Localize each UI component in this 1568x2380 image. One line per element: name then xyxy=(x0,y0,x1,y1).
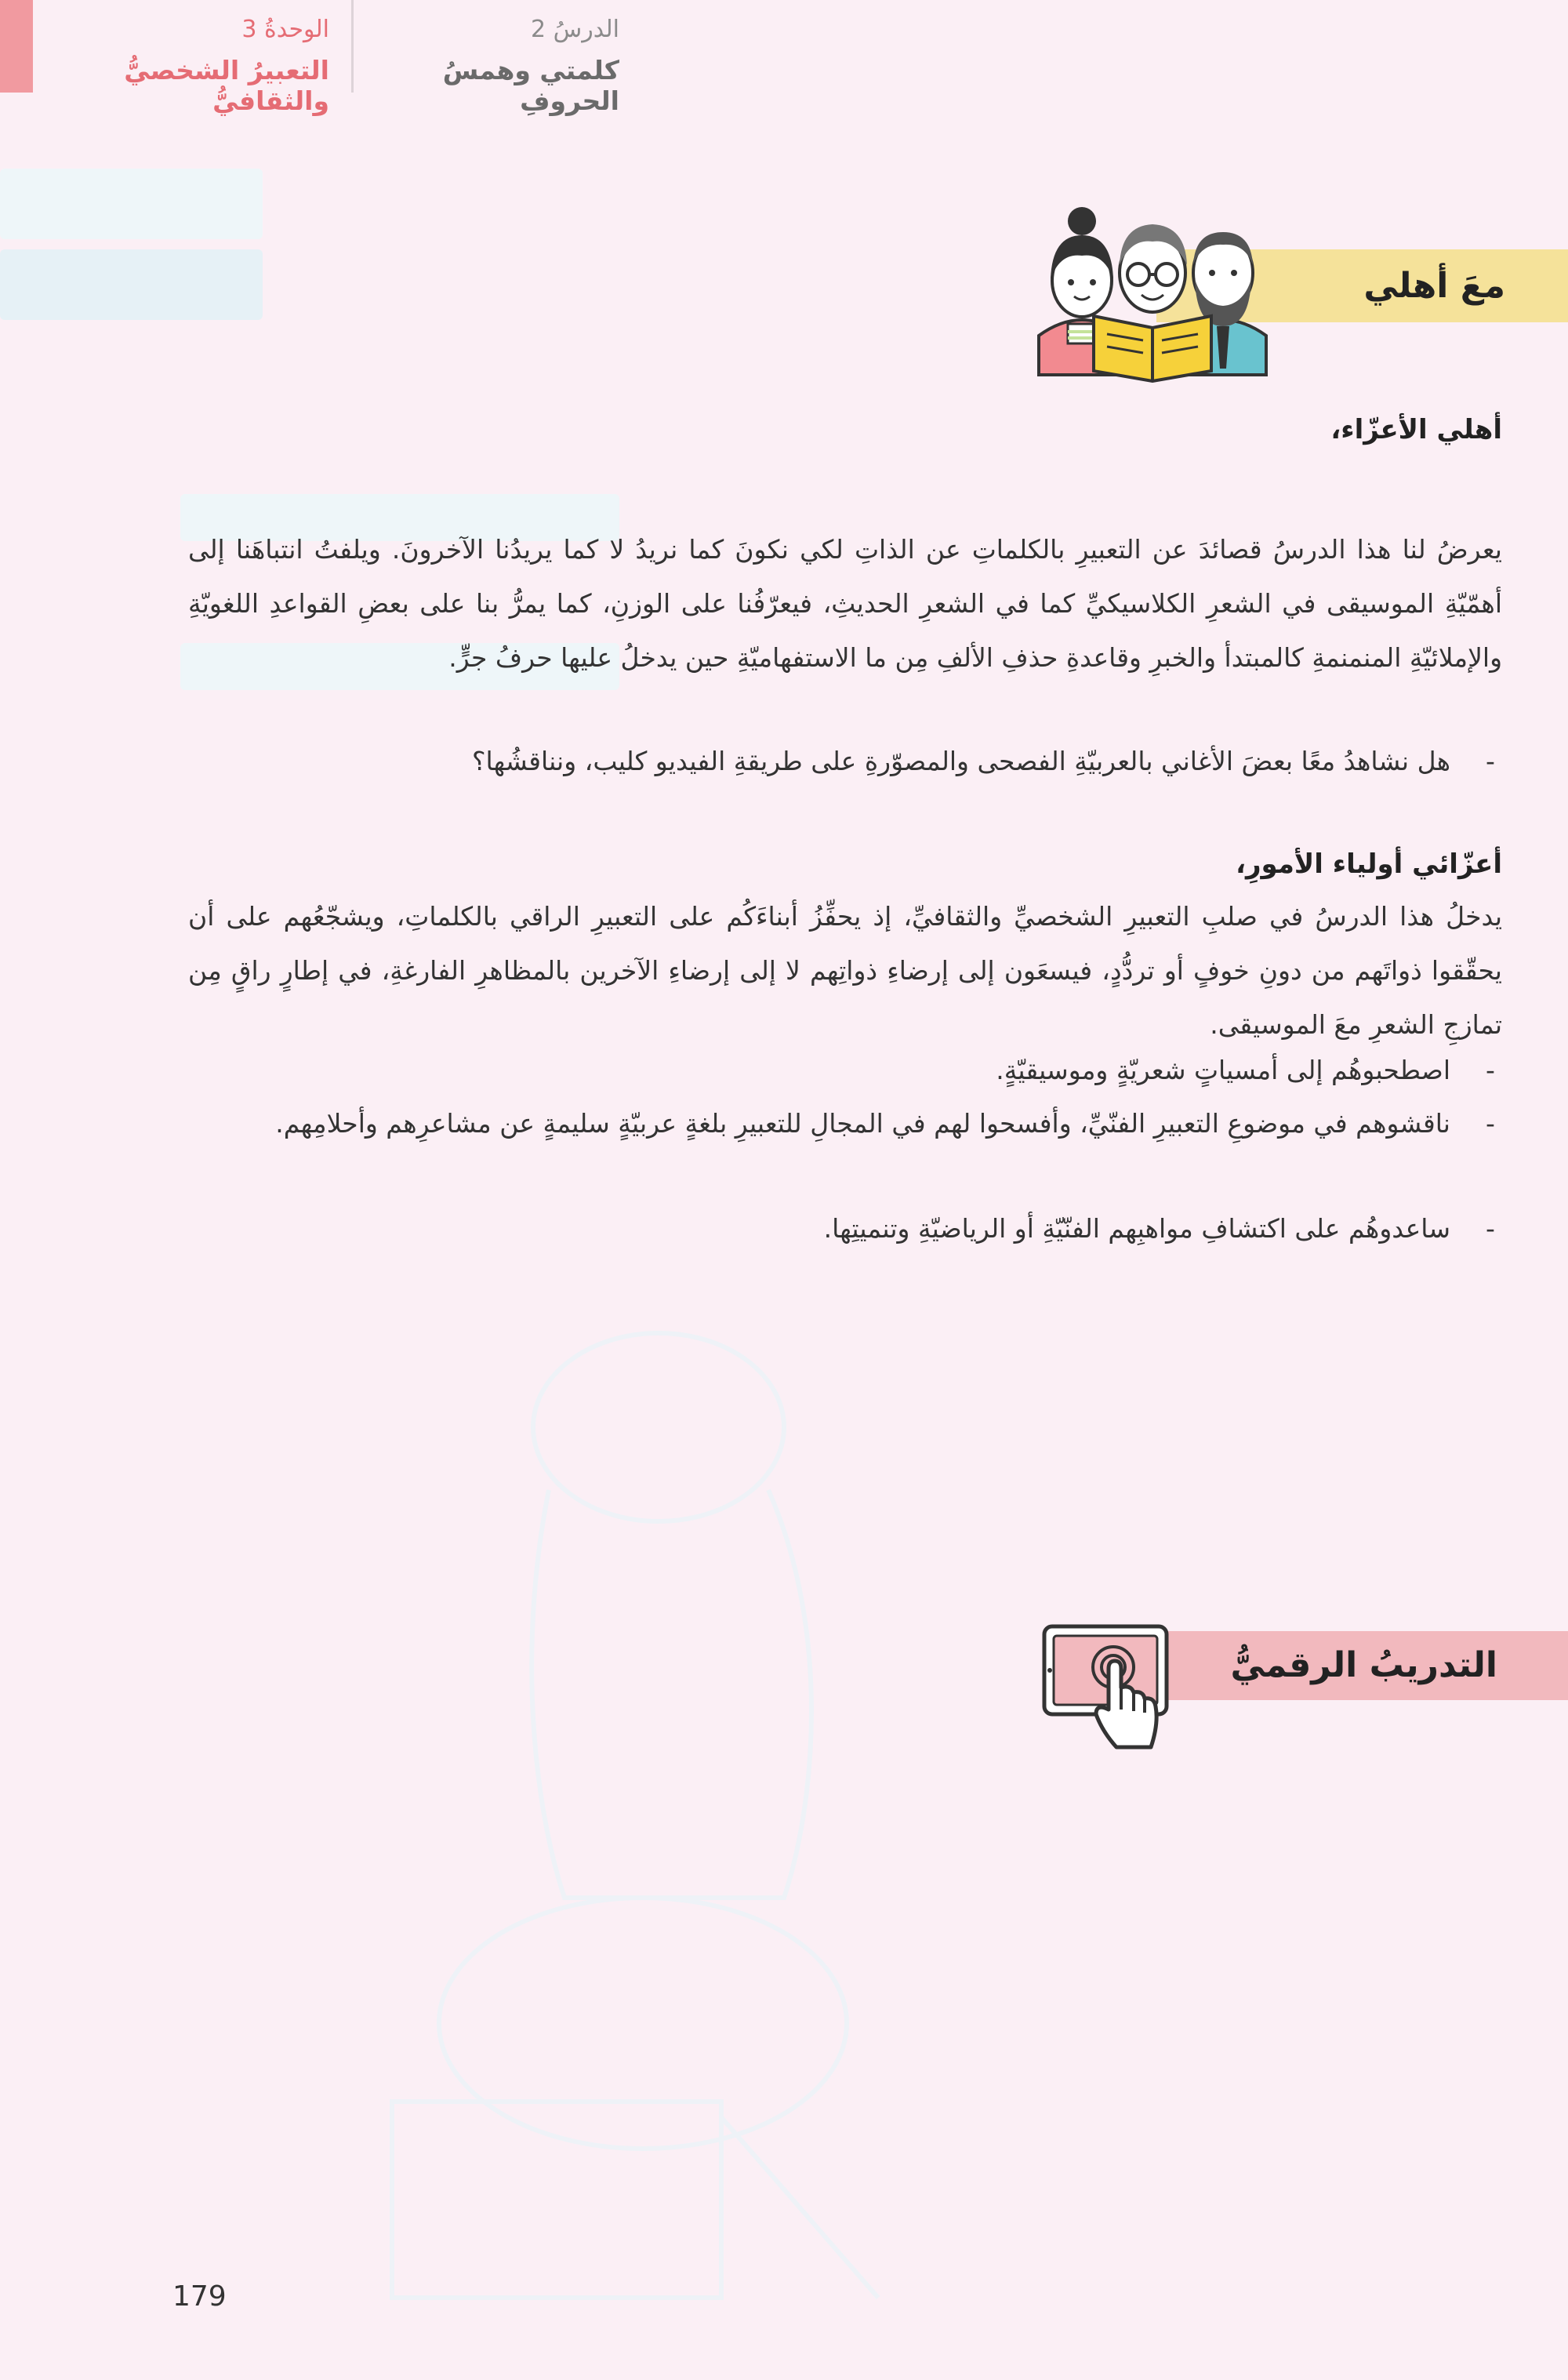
bullet-item xyxy=(188,1096,1502,1150)
paragraph-parents: يعرضُ لنا هذا الدرسُ قصائدَ عن التعبيرِ بالكلماتِ عن الذاتِ لكي نكونَ كما نريدُ لا كما يريدُنا الآخرونَ. ويلفتُ انتباهَنا إلى أهمّيّةِ الموسيقى في الشعرِ الكلاسيكيِّ كما في الشعرِ الحديثِ، فيعرّفُنا على الوزنِ، كما يمرُّ بنا على بعضِ القواعدِ اللغويّةِ والإملائيّةِ المنمنمةِ كالمبتدأ والخبرِ وقاعدةِ حذفِ الألفِ مِن ما الاستفهاميّةِ حين يدخلُ عليها حرفُ جرٍّ. xyxy=(188,534,1502,673)
faded-background-box xyxy=(0,249,263,320)
with-family-title: معَ أهلي xyxy=(1363,266,1505,306)
lesson-title: كلمتي وهمسُ الحروفِ xyxy=(442,55,619,116)
touch-tablet-icon xyxy=(1041,1622,1174,1755)
digital-training-title: التدريبُ الرقميُّ xyxy=(1230,1645,1497,1685)
bullet-text: اصطحبوهُم إلى أمسياتٍ شعريّةٍ وموسيقيّةٍ. xyxy=(996,1055,1450,1085)
bullet-dash: - xyxy=(1486,746,1495,776)
bullet-text: ساعدوهُم على اكتشافِ مواهبِهم الفنّيّةِ أو الرياضيّةِ وتنميتِها. xyxy=(823,1213,1450,1244)
lesson-number: الدرسُ 2 xyxy=(531,16,619,43)
unit-color-tab xyxy=(0,0,33,93)
bullet-text: ناقشوهم في موضوعِ التعبيرِ الفنّيِّ، وأفسحوا لهم في المجالِ للتعبيرِ بلغةٍ عربيّةٍ سليمةٍ عن مشاعرِهم وأحلامِهم. xyxy=(275,1108,1450,1139)
greeting-parents: أهلي الأعزّاء، xyxy=(1330,414,1502,445)
bullet-dash: - xyxy=(1486,1213,1495,1244)
page-number: 179 xyxy=(172,2280,227,2313)
paragraph-guardians: يدخلُ هذا الدرسُ في صلبِ التعبيرِ الشخصيِّ والثقافيِّ، إذ يحفِّزُ أبناءَكُم على التعبيرِ الراقي بالكلماتِ، ويشجّعُهم على أن يحقّقوا ذواتَهم من دونِ خوفٍ أو تردُّدٍ، فيسعَون إلى إرضاءِ ذواتِهم لا إلى إرضاءِ الآخرين بالمظاهرِ الفارغةِ، في إطارٍ راقٍ مِن تمازجِ الشعرِ معَ الموسيقى. xyxy=(188,901,1502,1040)
greeting-guardians: أعزّائي أولياء الأمورِ، xyxy=(1236,848,1502,880)
bullet-item xyxy=(188,734,1502,788)
header-divider xyxy=(351,0,354,93)
bullet-dash: - xyxy=(1486,1108,1495,1139)
unit-title: التعبيرُ الشخصيُّ والثقافيُّ xyxy=(124,55,329,116)
family-reading-icon xyxy=(1019,187,1278,383)
bullet-item xyxy=(188,1043,1502,1097)
bullet-dash: - xyxy=(1486,1055,1495,1085)
bullet-text: هل نشاهدُ معًا بعضَ الأغاني بالعربيّةِ الفصحى والمصوّرةِ على طريقةِ الفيديو كليب، ونناقشُها؟ xyxy=(472,746,1450,776)
faded-background-illustration xyxy=(235,1255,1019,2353)
faded-background-box xyxy=(0,169,263,239)
unit-number: الوحدةُ 3 xyxy=(241,16,329,43)
bullet-item xyxy=(188,1201,1502,1255)
